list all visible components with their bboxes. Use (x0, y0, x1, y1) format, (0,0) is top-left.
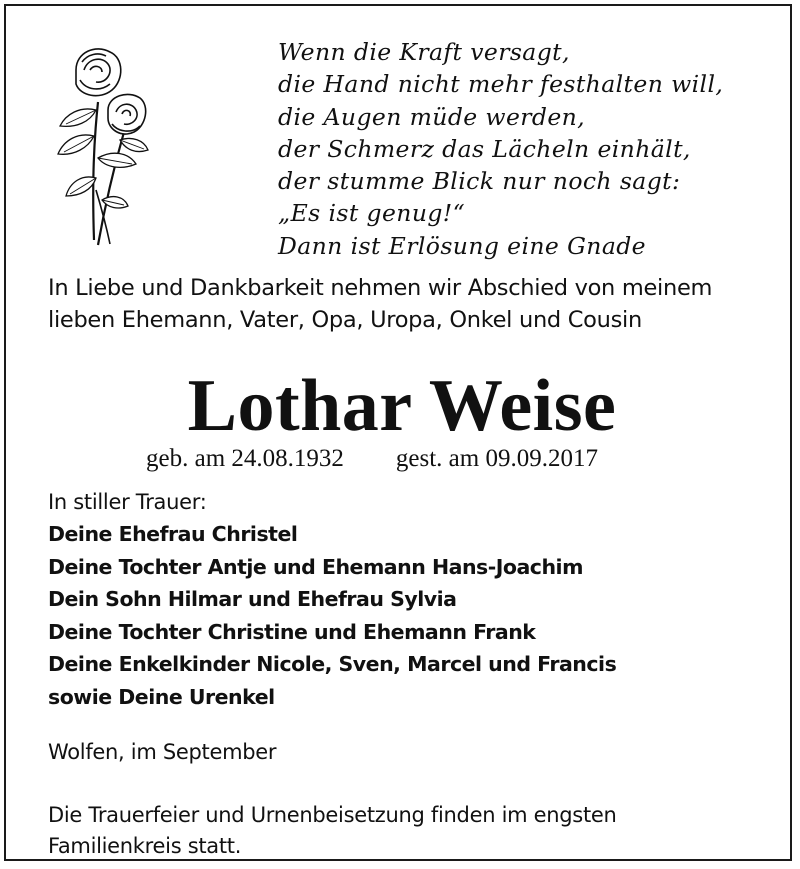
poem-line: Wenn die Kraft versagt, (278, 38, 570, 66)
poem-line: Dann ist Erlösung eine Gnade (278, 231, 646, 260)
poem-line: die Augen müde werden, (278, 102, 586, 131)
mourner: Dein Sohn Hilmar und Ehefrau Sylvia (48, 587, 457, 611)
farewell-intro-line: In Liebe und Dankbarkeit nehmen wir Abschied von meinem (48, 275, 713, 301)
death-date: gest. am 09.09.2017 (395, 445, 598, 472)
mourner: Deine Tochter Antje und Ehemann Hans-Joachim (48, 554, 583, 579)
farewell-intro (48, 272, 712, 336)
poem (278, 36, 723, 262)
funeral-notice-line: Familienkreis statt. (48, 834, 242, 858)
mourner: Deine Tochter Christine und Ehemann Frank (48, 619, 536, 644)
funeral-notice (48, 800, 617, 862)
rose-icon (36, 40, 156, 250)
poem-line: der Schmerz das Lächeln einhält, (278, 134, 691, 163)
obituary-frame (4, 4, 792, 861)
funeral-notice-line: Die Trauerfeier und Urnenbeisetzung finden im engsten (48, 803, 617, 827)
mourner: Deine Enkelkinder Nicole, Sven, Marcel und Francis (48, 652, 617, 676)
deceased-name: Lothar Weise (187, 365, 617, 447)
poem-line: der stumme Blick nur noch sagt: (278, 167, 681, 196)
birth-date: geb. am 24.08.1932 (146, 445, 344, 472)
farewell-intro-line: lieben Ehemann, Vater, Opa, Uropa, Onkel und Cousin (48, 307, 642, 333)
place-and-month: Wolfen, im September (48, 740, 277, 764)
mourner: Deine Ehefrau Christel (48, 522, 298, 546)
mourner: sowie Deine Urenkel (48, 684, 275, 709)
mourning-label: In stiller Trauer: (48, 490, 207, 514)
mourners-list (48, 518, 616, 713)
life-dates (146, 442, 598, 476)
poem-line: die Hand nicht mehr festhalten will, (278, 70, 724, 99)
poem-line: „Es ist genug!“ (278, 199, 466, 228)
